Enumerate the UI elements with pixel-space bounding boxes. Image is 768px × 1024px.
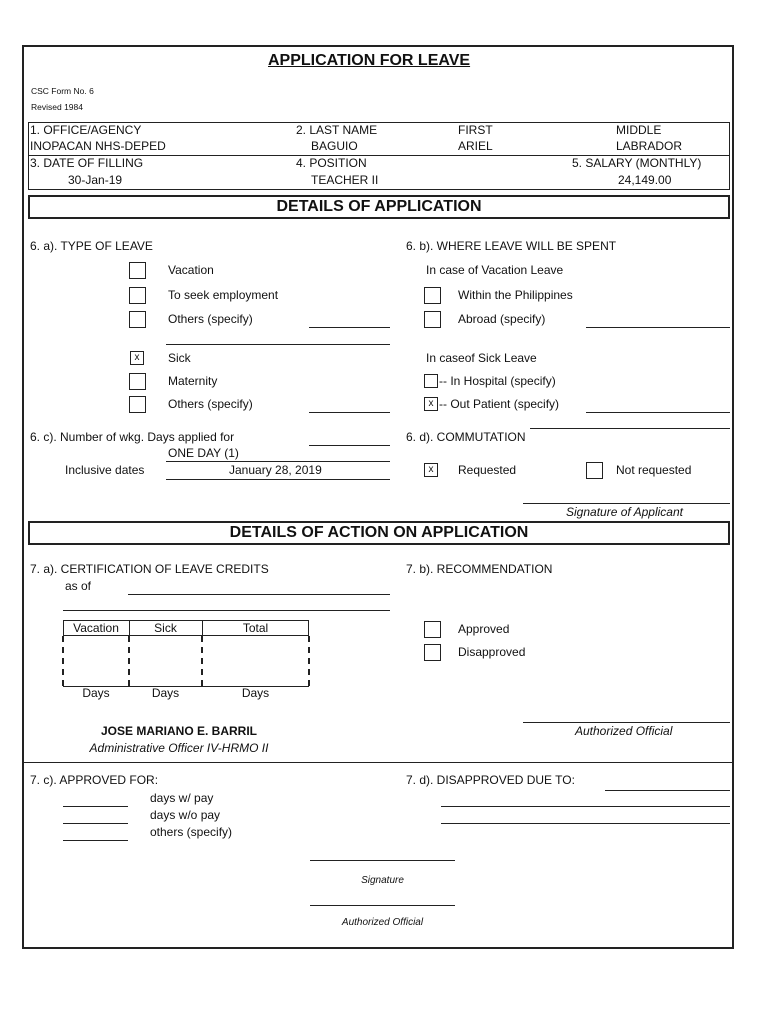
credits-days-vacation: Days xyxy=(82,686,110,700)
disapproved-checkbox[interactable] xyxy=(424,644,441,661)
days-without-pay-line[interactable] xyxy=(63,823,128,824)
approved-for-label: 7. c). APPROVED FOR: xyxy=(30,773,159,787)
sick-case-label: In caseof Sick Leave xyxy=(426,351,537,365)
bottom-authorized-caption: Authorized Official xyxy=(341,917,424,928)
section-divider xyxy=(24,762,732,763)
sick-label: Sick xyxy=(168,351,191,365)
where-spent-label: 6. b). WHERE LEAVE WILL BE SPENT xyxy=(406,239,617,253)
within-philippines-checkbox[interactable] xyxy=(424,287,441,304)
applicant-signature-caption: Signature of Applicant xyxy=(566,505,683,519)
credits-col-vacation: Vacation xyxy=(73,621,119,635)
salary-value: 24,149.00 xyxy=(618,173,672,187)
working-days-value-line xyxy=(166,461,390,462)
disapproved-line-2[interactable] xyxy=(441,806,730,807)
others-specify-label: others (specify) xyxy=(150,825,233,839)
others-specify-line[interactable] xyxy=(63,840,128,841)
section-details-of-action: DETAILS OF ACTION ON APPLICATION xyxy=(28,521,730,545)
bottom-authorized-line[interactable] xyxy=(310,905,455,906)
inclusive-dates-line[interactable] xyxy=(166,479,390,480)
disapproved-label: Disapproved xyxy=(458,645,526,659)
credits-line xyxy=(63,610,390,611)
seek-employment-label: To seek employment xyxy=(168,288,279,302)
leave-credits-label: 7. a). CERTIFICATION OF LEAVE CREDITS xyxy=(30,562,269,576)
type-of-leave-label: 6. a). TYPE OF LEAVE xyxy=(30,239,153,253)
not-requested-checkbox[interactable] xyxy=(586,462,603,479)
bottom-signature-line[interactable] xyxy=(310,860,455,861)
form-revision: Revised 1984 xyxy=(31,102,83,112)
working-days-value: ONE DAY (1) xyxy=(168,446,239,460)
days-with-pay-label: days w/ pay xyxy=(150,791,214,805)
as-of-line[interactable] xyxy=(128,594,390,595)
seek-employment-checkbox[interactable] xyxy=(129,287,146,304)
credits-dashed-4 xyxy=(308,636,310,686)
officer-name: JOSE MARIANO E. BARRIL xyxy=(100,724,257,738)
applicant-signature-line[interactable] xyxy=(523,503,730,504)
credits-days-sick: Days xyxy=(151,686,180,700)
abroad-line[interactable] xyxy=(586,327,730,328)
others-vacation-label: Others (specify) xyxy=(168,312,253,326)
first-name-value: ARIEL xyxy=(458,139,493,153)
in-hospital-checkbox[interactable] xyxy=(424,374,438,388)
working-days-label: 6. c). Number of wkg. Days applied for xyxy=(30,430,235,444)
requested-label: Requested xyxy=(458,463,517,477)
disapproved-due-label: 7. d). DISAPPROVED DUE TO: xyxy=(406,773,575,787)
within-philippines-label: Within the Philippines xyxy=(458,288,573,302)
office-label: 1. OFFICE/AGENCY xyxy=(30,123,142,137)
middle-name-label: MIDDLE xyxy=(616,123,662,137)
inclusive-dates-label: Inclusive dates xyxy=(65,463,145,477)
others-vacation-line-2[interactable] xyxy=(166,344,390,345)
others-sick-line[interactable] xyxy=(309,412,390,413)
working-days-line[interactable] xyxy=(309,445,390,446)
abroad-checkbox[interactable] xyxy=(424,311,441,328)
out-patient-label: -- Out Patient (specify) xyxy=(439,397,560,411)
first-name-label: FIRST xyxy=(458,123,493,137)
others-sick-checkbox[interactable] xyxy=(129,396,146,413)
others-vacation-line[interactable] xyxy=(309,327,390,328)
position-label: 4. POSITION xyxy=(296,156,367,170)
approved-label: Approved xyxy=(458,622,510,636)
maternity-label: Maternity xyxy=(168,374,218,388)
out-patient-checkbox[interactable]: x xyxy=(424,397,438,411)
date-filing-value: 30-Jan-19 xyxy=(68,173,123,187)
recommendation-label: 7. b). RECOMMENDATION xyxy=(406,562,553,576)
salary-label: 5. SALARY (MONTHLY) xyxy=(572,156,702,170)
last-name-label: 2. LAST NAME xyxy=(296,123,378,137)
maternity-checkbox[interactable] xyxy=(129,373,146,390)
commutation-label: 6. d). COMMUTATION xyxy=(406,430,526,444)
authorized-signature-line[interactable] xyxy=(523,722,730,723)
form-number: CSC Form No. 6 xyxy=(31,86,94,96)
inclusive-dates-value: January 28, 2019 xyxy=(229,463,322,477)
credits-dashed-3 xyxy=(201,636,203,686)
authorized-official-caption: Authorized Official xyxy=(575,724,673,738)
last-name-value: BAGUIO xyxy=(311,139,358,153)
credits-dashed-2 xyxy=(128,636,130,686)
position-value: TEACHER II xyxy=(311,173,379,187)
as-of-label: as of xyxy=(65,579,92,593)
credits-col-total: Total xyxy=(242,621,269,635)
disapproved-line-3[interactable] xyxy=(441,823,730,824)
vacation-label: Vacation xyxy=(168,263,214,277)
middle-name-value: LABRADOR xyxy=(616,139,683,153)
bottom-signature-caption: Signature xyxy=(361,875,404,886)
out-patient-line[interactable] xyxy=(586,412,730,413)
credits-col-sick: Sick xyxy=(154,621,177,635)
credits-dashed-1 xyxy=(62,636,64,686)
office-value: INOPACAN NHS-DEPED xyxy=(30,139,166,153)
requested-checkbox[interactable]: x xyxy=(424,463,438,477)
form-title: APPLICATION FOR LEAVE xyxy=(268,52,471,69)
officer-title: Administrative Officer IV-HRMO II xyxy=(89,741,269,755)
in-hospital-label: -- In Hospital (specify) xyxy=(439,374,556,388)
disapproved-line-1[interactable] xyxy=(605,790,730,791)
section-details-of-application: DETAILS OF APPLICATION xyxy=(28,195,730,219)
abroad-label: Abroad (specify) xyxy=(458,312,546,326)
vacation-case-label: In case of Vacation Leave xyxy=(426,263,564,277)
approved-checkbox[interactable] xyxy=(424,621,441,638)
others-sick-label: Others (specify) xyxy=(168,397,253,411)
vacation-checkbox[interactable] xyxy=(129,262,146,279)
others-vacation-checkbox[interactable] xyxy=(129,311,146,328)
sick-checkbox[interactable]: x xyxy=(130,351,144,365)
days-without-pay-label: days w/o pay xyxy=(150,808,221,822)
date-filing-label: 3. DATE OF FILLING xyxy=(30,156,144,170)
days-with-pay-line[interactable] xyxy=(63,806,128,807)
credits-days-total: Days xyxy=(241,686,270,700)
not-requested-label: Not requested xyxy=(616,463,692,477)
commutation-line xyxy=(530,428,730,429)
